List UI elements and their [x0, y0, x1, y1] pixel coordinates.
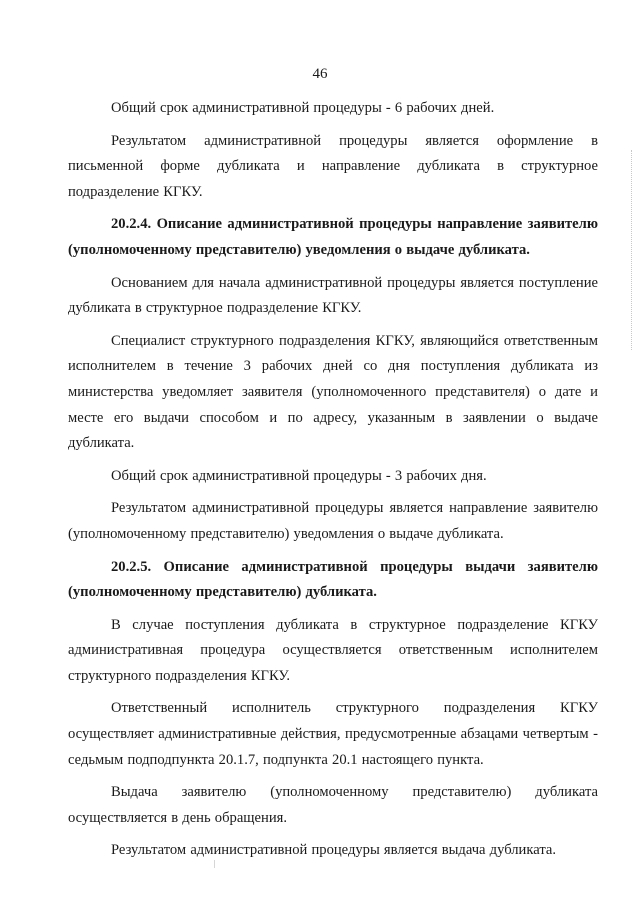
paragraph-total-period-6-days: Общий срок административной процедуры - 6 рабочих дней.: [111, 100, 495, 116]
section-heading-20-2-5: 20.2.5. Описание административной процедуры выдачи заявителю (уполномоченному представителю) дубликата.: [68, 558, 598, 601]
scan-bottom-mark: [214, 860, 217, 868]
document-body: [68, 96, 598, 871]
paragraph-case-of-receipt: В случае поступления дубликата в структурное подразделение КГКУ административная процедура осуществляется ответственным исполнителем структурного подразделения КГКУ.: [68, 616, 598, 684]
paragraph-result-issue-duplicate: Результатом административной процедуры является выдача дубликата.: [111, 842, 557, 859]
page-number: 46: [312, 66, 328, 82]
paragraph-specialist-notifies: Специалист структурного подразделения КГКУ, являющийся ответственным исполнителем в течение 3 рабочих дней со дня поступления дубликата из министерства уведомляет заявителя (уполномоченного представителя) о дате и месте его выдачи способом и по адресу, указанным в заявлении о выдаче дубликата.: [68, 332, 598, 452]
paragraph-result-duplicate-formation: Результатом административной процедуры является оформление в письменной форме дубликата и направление дубликата в структурное подразделение КГКУ.: [68, 132, 598, 200]
paragraph-result-notification: Результатом административной процедуры является направление заявителю (уполномоченному представителю) уведомления о выдаче дубликата.: [68, 500, 598, 542]
paragraph-issue-same-day: Выдача заявителю (уполномоченному представителю) дубликата осуществляется в день обращения.: [68, 784, 598, 826]
paragraph-basis-for-start: Основанием для начала административной процедуры является поступление дубликата в структурное подразделение КГКУ.: [68, 274, 598, 317]
section-heading-20-2-4: 20.2.4. Описание административной процедуры направление заявителю (уполномоченному представителю) уведомления о выдаче дубликата.: [68, 216, 598, 258]
scan-edge-mark: [631, 150, 634, 350]
paragraph-total-period-3-days: Общий срок административной процедуры - 3 рабочих дня.: [111, 467, 487, 484]
paragraph-responsible-executor-actions: Ответственный исполнитель структурного подразделения КГКУ осуществляет административные действия, предусмотренные абзацами четвертым - седьмым подподпункта 20.1.7, подпункта 20.1 настоящего пункта.: [68, 700, 598, 768]
